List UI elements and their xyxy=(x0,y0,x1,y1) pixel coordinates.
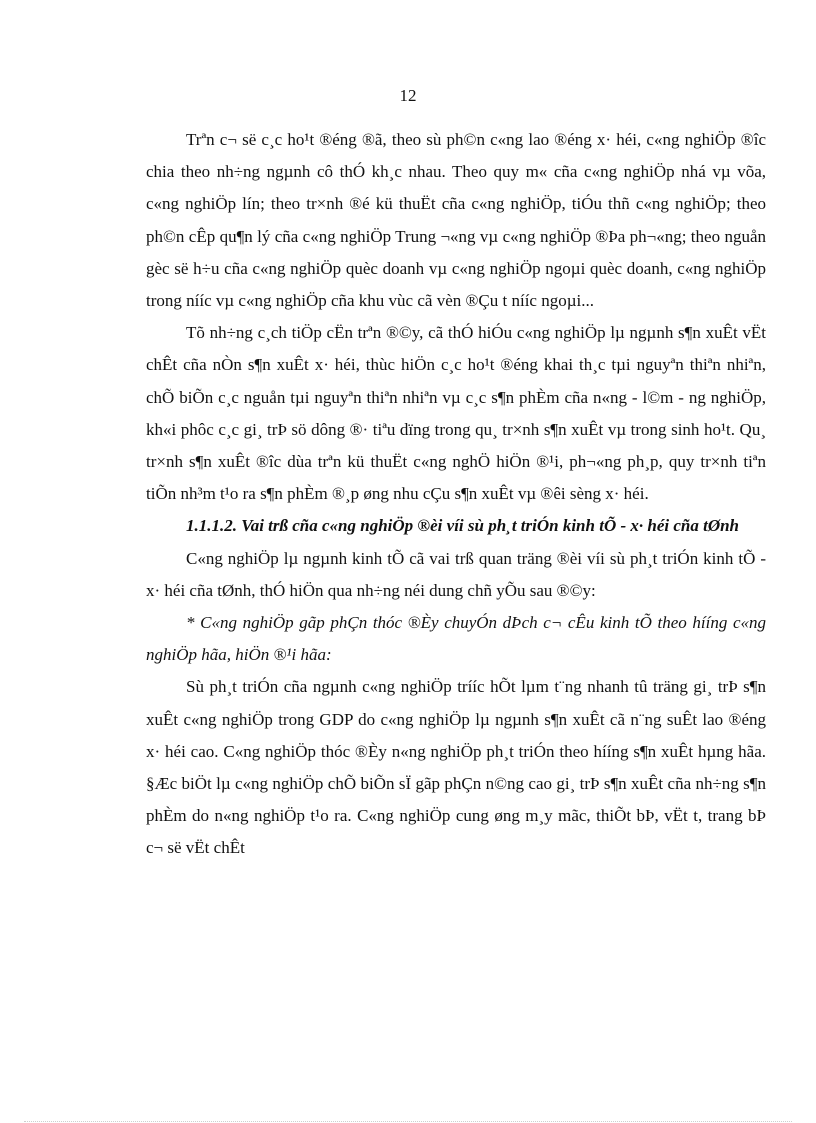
paragraph-definition: Tõ nh÷ng c¸ch tiÖp cËn trªn ®©y, cã thÓ hiÓu c«ng nghiÖp lµ ngµnh s¶n xuÊt vËt chÊt cña nÒn s¶n xuÊt x· héi, thùc hiÖn c¸c ho¹t ®éng khai th¸c tµi nguyªn thiªn nhiªn, chÕ biÕn c¸c nguån tµi nguyªn thiªn nhiªn vµ c¸c s¶n phÈm cña n«ng - l©m - ng nghiÖp, kh«i phôc c¸c gi¸ trÞ sö dông ®· tiªu dïng trong qu¸ tr×nh s¶n xuÊt vµ trong sinh ho¹t. Qu¸ tr×nh s¶n xuÊt ®îc dùa trªn kü thuËt c«ng nghÖ hiÖn ®¹i, ph¬«ng ph¸p, quy tr×nh tiªn tiÕn nh³m t¹o ra s¶n phÈm ®¸p øng nhu cÇu s¶n xuÊt vµ ®êi sèng x· héi. xyxy=(146,323,766,504)
paragraph-development: Sù ph¸t triÓn cña ngµnh c«ng nghiÖp trííc hÕt lµm t¨ng nhanh tû träng gi¸ trÞ s¶n xuÊt c«ng nghiÖp trong GDP do c«ng nghiÖp lµ ngµnh s¶n xuÊt cã n¨ng suÊt lao ®éng x· héi cao. C«ng nghiÖp thóc ®Èy n«ng nghiÖp ph¸t triÓn theo hííng s¶n xuÊt hµng hãa. §Æc biÖt lµ c«ng nghiÖp chÕ biÕn sÏ gãp phÇn n©ng cao gi¸ trÞ s¶n xuÊt cña nh÷ng s¶n phÈm do n«ng nghiÖp t¹o ra. C«ng nghiÖp cung øng m¸y mãc, thiÕt bÞ, vËt t, trang bÞ c¬ së vËt chÊt xyxy=(146,677,766,858)
paragraph-classification: Trªn c¬ së c¸c ho¹t ®éng ®ã, theo sù ph©n c«ng lao ®éng x· héi, c«ng nghiÖp ®îc chia theo nh÷ng ngµnh cô thÓ kh¸c nhau. Theo quy m« cña c«ng nghiÖp nhá vµ võa, c«ng nghiÖp lín; theo tr×nh ®é kü thuËt cña c«ng nghiÖp, tiÓu thñ c«ng nghiÖp; theo ph©n cÊp qu¶n lý cña c«ng nghiÖp Trung ¬«ng vµ c«ng nghiÖp ®Þa ph¬«ng; theo nguån gèc së h÷u cña c«ng nghiÖp quèc doanh vµ c«ng nghiÖp ngoµi quèc doanh, c«ng nghiÖp trong nííc vµ c«ng nghiÖp cña khu vùc cã vèn ®Çu t nííc ngoµi... xyxy=(146,130,766,311)
paragraph-role-intro: C«ng nghiÖp lµ ngµnh kinh tÕ cã vai trß quan träng ®èi víi sù ph¸t triÓn kinh tÕ - x· héi cña tØnh, thÓ hiÖn qua nh÷ng néi dung chñ yÕu sau ®©y: xyxy=(146,548,766,600)
page-bottom-divider xyxy=(24,1121,792,1122)
page-number: 12 xyxy=(399,86,417,105)
document-body xyxy=(146,124,766,865)
section-heading: 1.1.1.2. Vai trß cña c«ng nghiÖp ®èi víi sù ph¸t triÓn kinh tÕ - x· héi cña tØnh xyxy=(186,516,740,536)
paragraph-italic-point: * C«ng nghiÖp gãp phÇn thóc ®Èy chuyÓn dÞch c¬ cÊu kinh tÕ theo hííng c«ng nghiÖp hãa, hiÖn ®¹i hãa: xyxy=(146,613,766,665)
